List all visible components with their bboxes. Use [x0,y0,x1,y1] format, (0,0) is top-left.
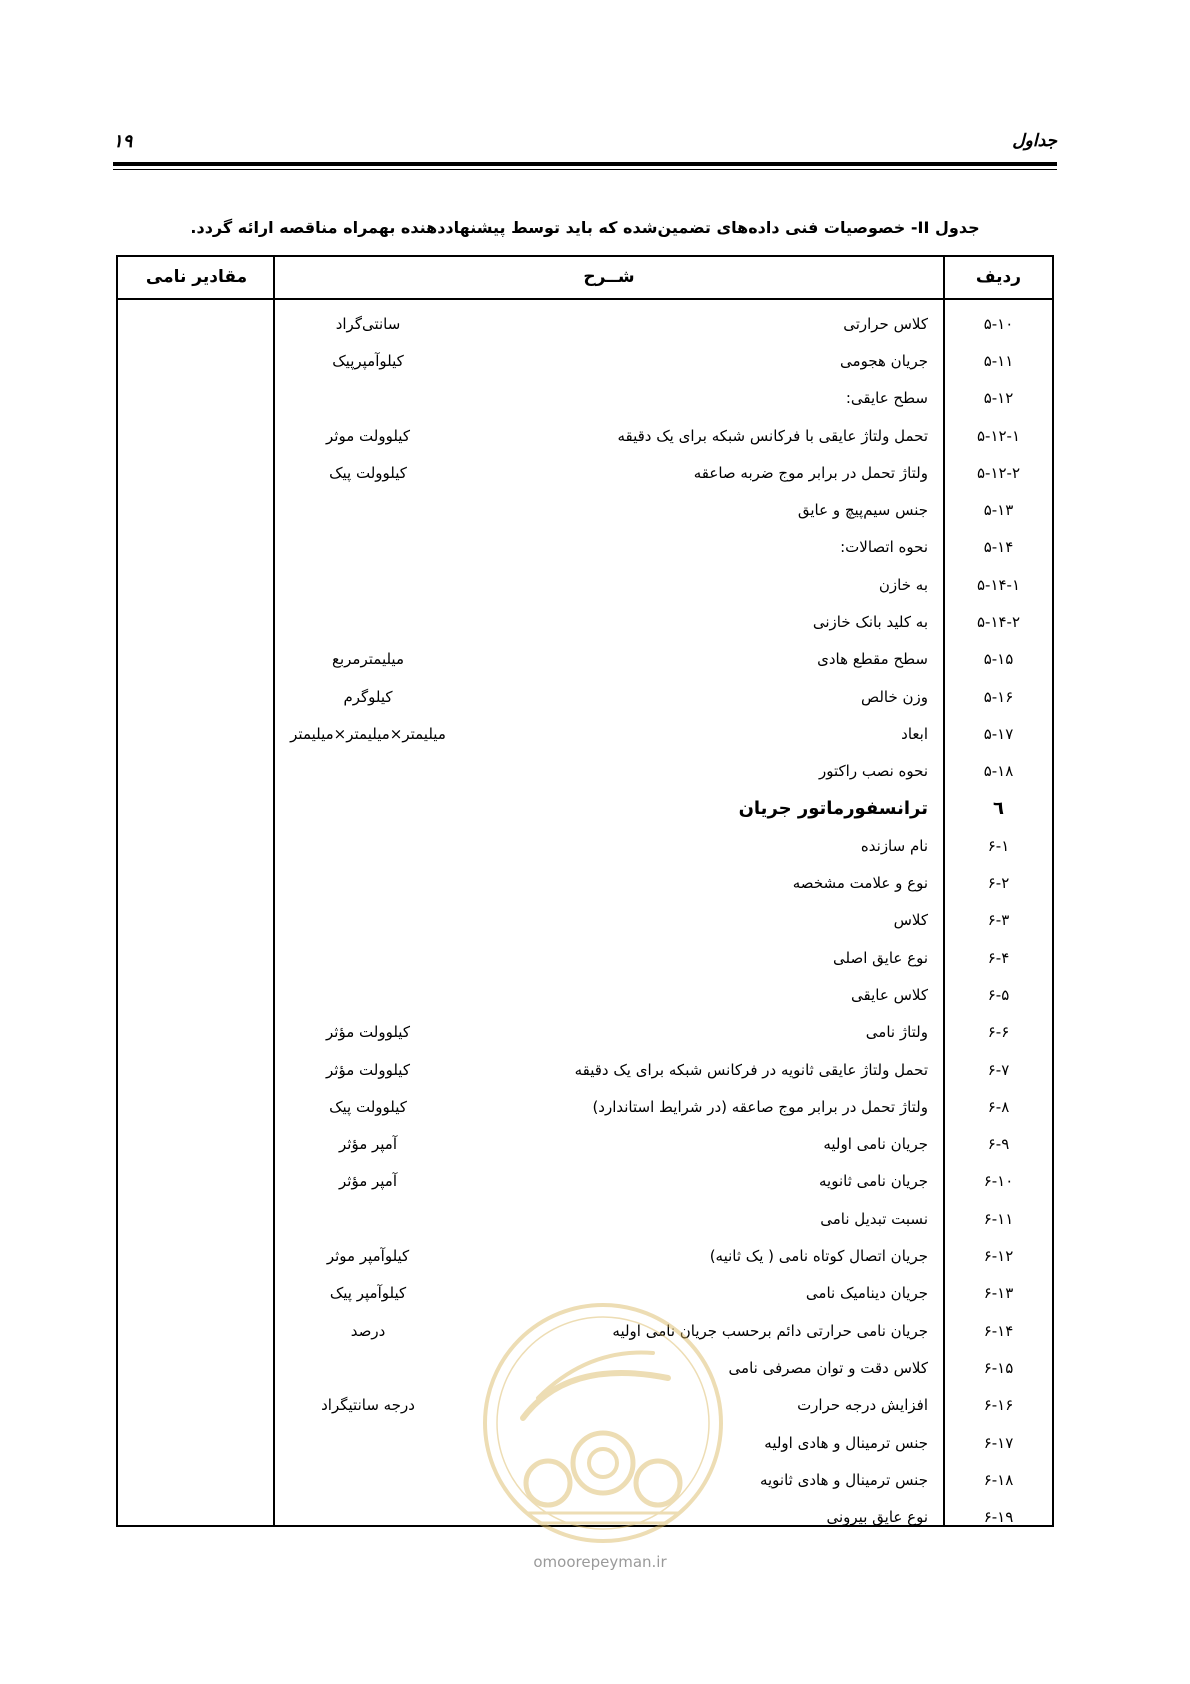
row-unit: کیلوولت مؤثر [326,1023,410,1042]
row-unit: میلیمتر×میلیمتر×میلیمتر [290,724,446,743]
row-description: جریان نامی ثانویه [818,1172,928,1191]
table-row [118,342,1052,379]
row-number: ۵-۱۲ [983,389,1014,408]
row-number: ۶-۱۱ [983,1209,1014,1228]
row-unit [268,529,468,566]
row-number: ۵-۱۱ [983,351,1014,370]
row-unit: کیلوولت مؤثر [326,1060,410,1079]
table-row [118,939,1052,976]
row-unit [268,902,468,939]
header-nominal-values: مقادیر نامی [145,267,248,287]
row-number: ۵-۱۴-۱ [976,575,1021,594]
row-description: نوع و علامت مشخصه [792,874,928,893]
row-number: ۶-۱۵ [983,1358,1014,1377]
table-row [118,641,1052,678]
row-number: ۵-۱۳ [983,501,1014,520]
row-unit [268,864,468,901]
row-description: کلاس عایقی [851,985,928,1004]
row-number: ۶-۱۴ [983,1321,1014,1340]
row-unit: میلیمترمربع [332,650,404,669]
table-row [118,1200,1052,1237]
row-number: ۵-۱۰ [983,314,1014,333]
row-unit [268,939,468,976]
row-description: ترانسفورماتور جریان [738,798,928,819]
table-row [118,827,1052,864]
row-number: ۵-۱۴-۲ [976,613,1021,632]
table-row [118,1163,1052,1200]
table-row [118,1126,1052,1163]
row-unit [268,380,468,417]
row-number: ۶-۷ [987,1060,1010,1079]
row-description: جریان نامی حرارتی دائم برحسب جریان نامی اولیه [612,1321,928,1340]
row-unit: کیلوآمپر موثر [326,1247,410,1266]
row-number: ۶-۱۹ [983,1508,1014,1527]
row-description: نحوه نصب راکتور [819,762,928,781]
table-row [118,1051,1052,1088]
row-unit [268,976,468,1013]
table-row [118,678,1052,715]
row-unit [268,1424,468,1461]
table-row [118,902,1052,939]
row-number: ۶-۳ [987,911,1010,930]
row-unit [268,1499,468,1536]
table-row [118,790,1052,827]
row-description: ابعاد [901,724,928,743]
row-unit [268,753,468,790]
row-number: ۶-۱۰ [983,1172,1014,1191]
table-row [118,603,1052,640]
row-description: نوع عایق بیرونی [826,1508,928,1527]
watermark-logo-icon [478,1298,728,1548]
table-row [118,976,1052,1013]
row-description: کلاس [893,911,928,930]
table-row [118,417,1052,454]
table-row [118,1237,1052,1274]
row-unit: کیلوگرم [343,687,393,706]
row-description: نحوه اتصالات: [840,538,928,557]
page-header [113,125,1057,157]
row-number: ۵-۱۲-۲ [976,463,1021,482]
row-description: جریان دینامیک نامی [805,1284,928,1303]
row-number: ۵-۱۵ [983,650,1014,669]
row-unit: کیلوآمپر پیک [329,1284,407,1303]
table-row [118,1014,1052,1051]
watermark-url: omoorepeyman.ir [533,1553,667,1571]
row-unit: سانتی‌گراد [335,314,401,333]
row-number: ٦ [993,798,1004,819]
row-unit: آمپر مؤثر [339,1135,398,1154]
row-description: تحمل ولتاژ عایقی ثانویه در فرکانس شبکه برای یک دقیقه [574,1060,928,1079]
row-description: ولتاژ تحمل در برابر موج ضربه صاعقه [693,463,928,482]
row-number: ۶-۱۸ [983,1470,1014,1489]
row-description: تحمل ولتاژ عایقی با فرکانس شبکه برای یک دقیقه [617,426,928,445]
table-row [118,715,1052,752]
row-description: ولتاژ نامی [865,1023,928,1042]
table-row [118,1088,1052,1125]
row-description: به کلید بانک خازنی [812,613,928,632]
table-row [118,753,1052,790]
row-number: ۶-۴ [987,948,1010,967]
row-unit: درصد [350,1321,386,1340]
table-row [118,529,1052,566]
row-unit: کیلوآمپرپیک [332,351,404,370]
row-description: جریان هجومی [840,351,928,370]
row-number: ۵-۱۲-۱ [976,426,1021,445]
row-unit: کیلوولت پیک [329,463,407,482]
row-description: افزایش درجه حرارت [797,1396,928,1415]
row-unit [268,790,468,827]
row-unit [268,827,468,864]
row-unit [268,1349,468,1386]
row-unit: کیلوولت موثر [326,426,410,445]
row-description: جنس ترمینال و هادی ثانویه [759,1470,928,1489]
table-row [118,305,1052,342]
row-number: ۵-۱۷ [983,724,1014,743]
row-description: به خازن [878,575,928,594]
table-row [118,380,1052,417]
header-row-number: ردیف [975,267,1022,287]
row-number: ۶-۵ [987,985,1010,1004]
row-unit [268,1200,468,1237]
table-row [118,864,1052,901]
row-number: ۶-۱۶ [983,1396,1014,1415]
table-row [118,454,1052,491]
row-description: کلاس حرارتی [843,314,928,333]
table-caption: جدول II- خصوصیات فنی داده‌های تضمین‌شده که باید توسط پیشنهاددهنده بهمراه مناقصه ارائه گردد. [190,218,980,237]
row-description: نام سازنده [860,836,928,855]
row-unit [268,1461,468,1498]
header-rule-thin [113,169,1057,170]
header-rule-thick [113,162,1057,166]
row-description: جنس ترمینال و هادی اولیه [764,1433,928,1452]
row-description: ولتاژ تحمل در برابر موج صاعقه (در شرایط استاندارد) [592,1097,928,1116]
header-description: شــرح [583,267,635,287]
row-number: ۶-۱۳ [983,1284,1014,1303]
table-row [118,491,1052,528]
row-unit: کیلوولت پیک [329,1097,407,1116]
row-description: سطح عایقی: [845,389,928,408]
row-number: ۵-۱۸ [983,762,1014,781]
row-number: ۶-۹ [987,1135,1010,1154]
row-unit [268,491,468,528]
row-number: ۶-۱۷ [983,1433,1014,1452]
row-description: وزن خالص [860,687,928,706]
row-number: ۶-۲ [987,874,1010,893]
row-number: ۶-۱ [987,836,1010,855]
section-title: جداول [1012,131,1057,151]
row-unit: درجه سانتیگراد [321,1396,415,1415]
row-unit: آمپر مؤثر [339,1172,398,1191]
row-description: سطح مقطع هادی [817,650,928,669]
row-unit [268,603,468,640]
row-number: ۶-۱۲ [983,1247,1014,1266]
row-number: ۵-۱۶ [983,687,1014,706]
row-number: ۶-۶ [987,1023,1010,1042]
row-description: نسبت تبدیل نامی [820,1209,928,1228]
row-number: ۵-۱۴ [983,538,1014,557]
row-description: کلاس دقت و توان مصرفی نامی [728,1358,928,1377]
page-number: ۱۹ [113,130,133,152]
table-row [118,566,1052,603]
row-description: جریان اتصال کوتاه نامی ( یک ثانیه) [709,1247,928,1266]
row-unit [268,566,468,603]
table-header [118,257,1052,300]
row-description: نوع عایق اصلی [833,948,928,967]
row-description: جنس سیم‌پیچ و عایق [797,501,928,520]
row-description: جریان نامی اولیه [823,1135,928,1154]
row-number: ۶-۸ [987,1097,1010,1116]
